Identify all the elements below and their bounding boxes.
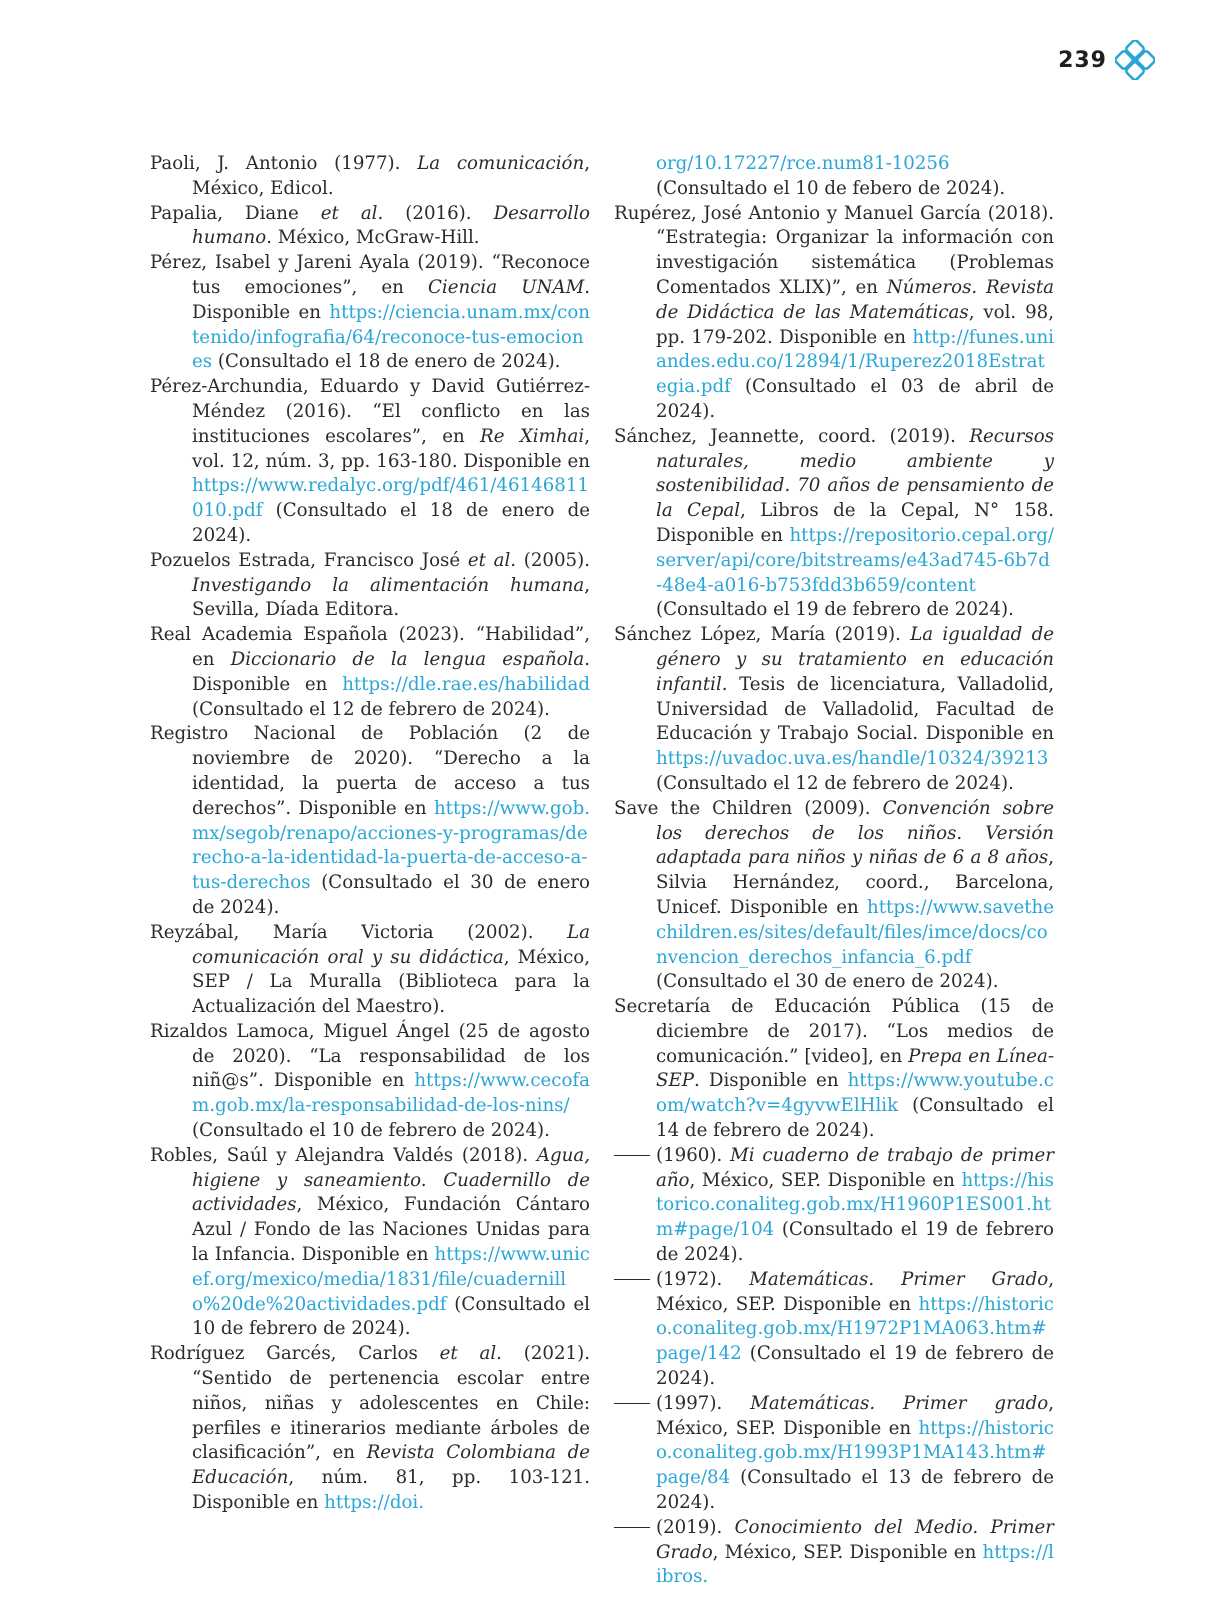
reference-text: (Consultado el 30 de enero de 2024). xyxy=(192,872,590,918)
reference-link[interactable]: https://doi. xyxy=(324,1492,425,1514)
reference-entry xyxy=(614,623,1054,797)
page-header xyxy=(1058,40,1155,80)
reference-text: Secretaría de Educación Pública (15 de diciembre de 2017). “Los medios de comunicación.” [video], en xyxy=(614,996,1054,1067)
reference-text: . Disponible en xyxy=(192,276,590,323)
reference-entry xyxy=(150,1342,590,1516)
reference-entry xyxy=(150,921,590,1020)
bibliography-column-left xyxy=(150,152,590,1516)
reference-text: , Silvia Hernández, coord., Barcelona, Unicef. Disponible en xyxy=(656,847,1054,918)
reference-link[interactable]: https://www.gob.mx/segob/renapo/acciones-y-programas/derecho-a-la-identidad-la-puerta-de-acceso-a-tus-derechos xyxy=(192,797,590,894)
reference-text: (Consultado el 10 de febero de 2024). xyxy=(656,177,1006,199)
reference-title: Ciencia UNAM xyxy=(428,276,585,298)
reference-title: Mi cuaderno de trabajo de primer año xyxy=(656,1144,1054,1191)
reference-title: Desarrollo humano xyxy=(192,202,591,249)
reference-text: (Consultado el 19 de febrero de 2024). xyxy=(656,1219,1054,1266)
reference-title: Prepa en Línea-SEP xyxy=(656,1045,1054,1092)
reference-text: , Sevilla, Díada Editora. xyxy=(192,574,590,621)
reference-link[interactable]: https://uvadoc.uva.es/handle/10324/39213 xyxy=(656,748,1049,770)
reference-title: Conocimiento del Medio. Primer Grado xyxy=(656,1516,1055,1563)
reference-title: La comunicación xyxy=(417,153,585,174)
reference-text: (Consultado el 18 de enero de 2024). xyxy=(192,500,590,546)
reference-text: (Consultado el 13 de febrero de 2024). xyxy=(656,1467,1054,1514)
reference-title: Revista Colombiana de Educación xyxy=(192,1442,590,1489)
reference-entry xyxy=(614,1144,1054,1268)
reference-entry xyxy=(614,202,1054,425)
bibliography-column-right xyxy=(614,152,1054,1590)
reference-text: Save the Children (2009). xyxy=(614,797,883,819)
reference-link[interactable]: org/10.17227/rce.num81-10256 xyxy=(656,153,950,174)
reference-entry xyxy=(150,375,590,549)
reference-text: Pérez, Isabel y Jareni Ayala (2019). “Reconoce tus emociones”, en xyxy=(150,252,590,298)
reference-title: et al. xyxy=(320,202,384,224)
reference-entry xyxy=(614,1392,1054,1516)
reference-text: Sánchez, Jeannette, coord. (2019). xyxy=(614,425,970,447)
reference-text: , México, SEP. Disponible en xyxy=(656,1392,1054,1439)
reference-text: (1972). xyxy=(656,1268,750,1290)
reference-title: et al. xyxy=(467,549,517,571)
reference-text: Sánchez López, María (2019). xyxy=(614,624,911,646)
reference-text: , México, SEP. Disponible en xyxy=(712,1541,983,1563)
reference-text: Rodríguez Garcés, Carlos xyxy=(150,1343,440,1365)
reference-text: (Consultado el 03 de abril de 2024). xyxy=(656,376,1054,422)
reference-text: Pozuelos Estrada, Francisco José xyxy=(150,549,468,571)
reference-entry xyxy=(150,549,590,623)
reference-text: (Consultado el 19 de febrero de 2024). xyxy=(656,1343,1054,1390)
repeat-author-dash xyxy=(614,1155,650,1156)
reference-entry xyxy=(614,995,1054,1144)
knot-pattern-icon xyxy=(1115,40,1155,80)
repeat-author-dash xyxy=(614,1403,650,1404)
reference-text: Pérez-Archundia, Eduardo y David Gutiérrez-Méndez (2016). “El conflicto en las instituciones escolares”, en xyxy=(150,376,590,447)
reference-text: (1960). xyxy=(656,1144,731,1166)
reference-link[interactable]: https://libros. xyxy=(656,1541,1054,1588)
reference-text: , México, SEP / La Muralla (Biblioteca para la Actualización del Maestro). xyxy=(192,946,590,1018)
reference-text: (Consultado el 10 de febrero de 2024). xyxy=(192,1120,550,1142)
reference-text: . Disponible en xyxy=(192,648,590,695)
reference-entry xyxy=(150,202,590,252)
reference-text: Registro Nacional de Población (2 de noviembre de 2020). “Derecho a la identidad, la puerta de acceso a tus derechos”. Disponible en xyxy=(150,723,590,819)
reference-text: . Tesis de licenciatura, Valladolid, Universidad de Valladolid, Facultad de Educación y Trabajo Social. Disponible en xyxy=(656,673,1054,745)
page-number: 239 xyxy=(1058,47,1107,73)
reference-text: (Consultado el 19 de febrero de 2024). xyxy=(656,599,1014,621)
reference-text: , núm. 81, pp. 103-121. Disponible en xyxy=(192,1467,590,1514)
reference-title: Re Ximhai xyxy=(480,425,585,447)
reference-entry xyxy=(150,1144,590,1342)
reference-link[interactable]: http://funes.uniandes.edu.co/12894/1/Ruperez2018Estrategia.pdf xyxy=(656,326,1054,398)
reference-text: , vol. 12, núm. 3, pp. 163-180. Disponible en xyxy=(192,425,591,472)
reference-entry xyxy=(614,1516,1054,1590)
reference-text: (1997). xyxy=(656,1392,751,1414)
reference-link[interactable]: https://www.cecofam.gob.mx/la-responsabilidad-de-los-nins/ xyxy=(192,1070,590,1117)
reference-entry xyxy=(150,722,590,920)
reference-title: Convención sobre los derechos de los niños. Versión adaptada para niños y niñas de 6 a 8 años xyxy=(656,797,1054,869)
reference-entry xyxy=(150,152,590,202)
reference-text: (Consultado el 14 de febrero de 2024). xyxy=(656,1095,1054,1142)
reference-text: (Consultado el 18 de enero de 2024). xyxy=(212,351,561,373)
reference-entry xyxy=(614,425,1054,623)
reference-text: Real Academia Española (2023). “Habilidad”, en xyxy=(150,624,590,670)
reference-text: (Consultado el 12 de febrero de 2024). xyxy=(656,772,1014,794)
reference-text: Rizaldos Lamoca, Miguel Ángel (25 de agosto de 2020). “La responsabilidad de los niñ@s”. Disponible en xyxy=(150,1020,590,1092)
reference-entry xyxy=(614,797,1054,995)
reference-text: (Consultado el 30 de enero de 2024). xyxy=(656,971,999,993)
reference-text: , vol. 98, pp. 179-202. Disponible en xyxy=(656,301,1055,348)
reference-text: Paoli, J. Antonio (1977). xyxy=(150,153,418,174)
reference-text: (Consultado el 12 de febrero de 2024). xyxy=(192,698,550,720)
reference-title: Agua, higiene y saneamiento. Cuadernillo de actividades xyxy=(192,1144,590,1216)
reference-link[interactable]: https://www.redalyc.org/pdf/461/46146811010.pdf xyxy=(192,475,589,522)
reference-entry xyxy=(150,1020,590,1144)
repeat-author-dash xyxy=(614,1527,650,1528)
reference-text: (2016). xyxy=(383,202,494,224)
reference-link[interactable]: https://historico.conaliteg.gob.mx/H1960P1ES001.htm#page/104 xyxy=(656,1169,1054,1241)
reference-text: Rupérez, José Antonio y Manuel García (2018). “Estrategia: Organizar la información con investigación sistemática (Problemas Comentados XLIX)”, en xyxy=(614,202,1054,298)
reference-entry xyxy=(150,623,590,722)
reference-title: et al. xyxy=(439,1343,502,1365)
reference-text: (2019). xyxy=(656,1516,735,1538)
reference-text: , México, Edicol. xyxy=(192,153,590,199)
repeat-author-dash xyxy=(614,1279,650,1280)
reference-link[interactable]: https://www.unicef.org/mexico/media/1831/file/cuadernillo%20de%20actividades.pdf xyxy=(192,1244,590,1315)
reference-text: Papalia, Diane xyxy=(150,202,321,224)
reference-text: , México, Fundación Cántaro Azul / Fondo de las Naciones Unidas para la Infancia. Disponible en xyxy=(192,1194,590,1266)
reference-text: . México, McGraw-Hill. xyxy=(266,227,480,249)
reference-text: , México, SEP. Disponible en xyxy=(656,1268,1054,1315)
reference-title: Diccionario de la lengua española xyxy=(230,648,585,670)
reference-title: Recursos naturales, medio ambiente y sostenibilidad. 70 años de pensamiento de la Cepal xyxy=(656,425,1054,522)
reference-text: (Consultado el 10 de febrero de 2024). xyxy=(192,1293,590,1340)
reference-link[interactable]: https://historico.conaliteg.gob.mx/H1993P1MA143.htm#page/84 xyxy=(656,1417,1054,1489)
reference-text: , Libros de la Cepal, N° 158. Disponible en xyxy=(656,500,1054,546)
reference-text: Robles, Saúl y Alejandra Valdés (2018). xyxy=(150,1144,537,1166)
reference-text: (2021). “Sentido de pertenencia escolar entre niños, niñas y adolescentes en Chile: perfiles e itinerarios mediante árboles de clasificación”, en xyxy=(192,1343,591,1464)
reference-link[interactable]: https://www.savethechildren.es/sites/default/files/imce/docs/convencion_derechos_infancia_6.pdf xyxy=(656,896,1054,968)
reference-title: La comunicación oral y su didáctica xyxy=(192,921,590,968)
reference-link[interactable]: https://www.youtube.com/watch?v=4gyvwElHlik xyxy=(656,1070,1054,1117)
reference-text: , México, SEP. Disponible en xyxy=(689,1169,962,1191)
reference-title: Matemáticas. Primer grado xyxy=(750,1392,1049,1414)
reference-title: La igualdad de género y su tratamiento en educación infantil xyxy=(656,624,1054,695)
reference-link[interactable]: https://ciencia.unam.mx/contenido/infografia/64/reconoce-tus-emociones xyxy=(192,301,590,373)
reference-entry xyxy=(614,152,1054,202)
reference-entry xyxy=(150,251,590,375)
reference-title: Investigando la alimentación humana xyxy=(192,574,585,596)
reference-link[interactable]: https://dle.rae.es/habilidad xyxy=(342,673,590,695)
reference-entry xyxy=(614,1268,1054,1392)
reference-link[interactable]: https://repositorio.cepal.org/server/api/core/bitstreams/e43ad745-6b7d-48e4-a016-b753fdd3b659/content xyxy=(656,524,1054,596)
reference-title: Números. Revista de Didáctica de las Matemáticas xyxy=(656,276,1054,323)
reference-text: Reyzábal, María Victoria (2002). xyxy=(150,921,568,943)
reference-text: . Disponible en xyxy=(693,1070,848,1092)
reference-title: Matemáticas. Primer Grado xyxy=(749,1268,1049,1290)
reference-link[interactable]: https://historico.conaliteg.gob.mx/H1972P1MA063.htm#page/142 xyxy=(656,1293,1054,1365)
reference-text: (2005). xyxy=(516,549,591,571)
